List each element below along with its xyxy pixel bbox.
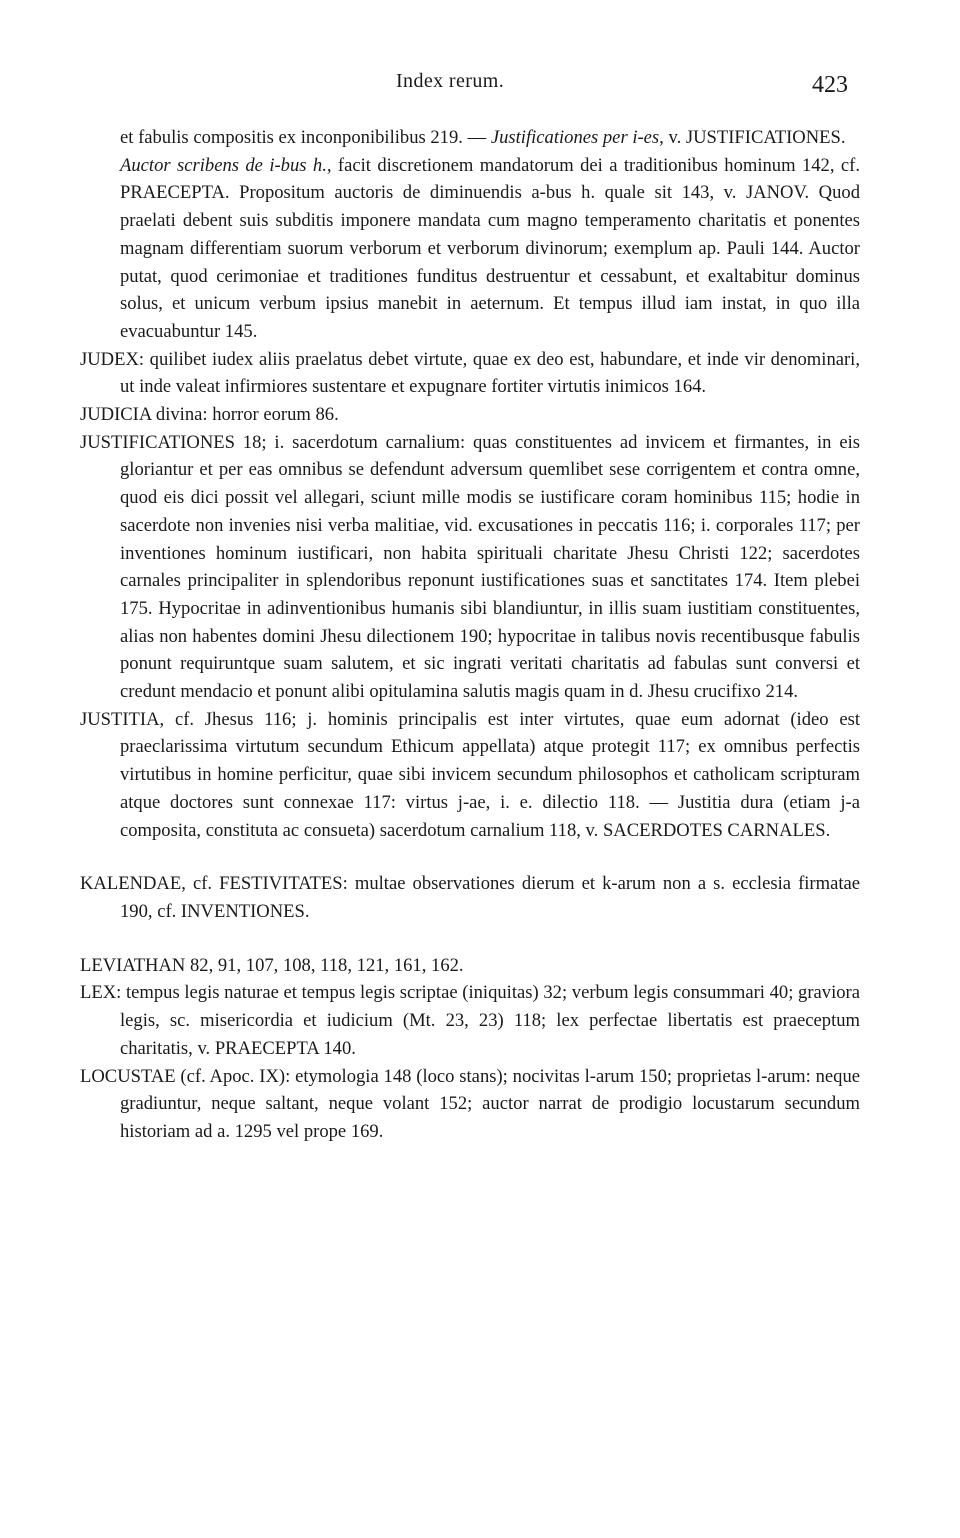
index-entry-justificationes: JUSTIFICATIONES 18; i. sacerdotum carnalium: quas constituentes ad invicem et firmantes, in eis gloriantur et per eas omnibus se defendunt adversum quemlibet sese corrigentem et contra omne, quod eis dici possit vel allegari, sciunt mille modis se iustificare coram hominibus 115; hodie in sacerdote non invenies nisi verba malitiae, vid. excusationes in peccatis 116; i. corporales 117; per inventiones hominum iustificari, non habita spirituali charitate Jhesu Christi 122; sacerdotes carnales principaliter in splendoribus reponunt iustificationes suas et sanctitates 174. Item plebei 175. Hypocritae in adinventionibus humanis sibi blandiuntur, in illis suam iustitiam constituentes, alias non habentes domini Jhesu dilectionem 190; hypocritae in talibus novis recentibusque fabulis ponunt requiruntque suam salutem, et sic ingrati veritati charitatis ad fabulas sunt conversi et credunt mendacio et ponunt alibi opitulamina salutis magis quam in d. Jhesu crucifixo 214. [80, 431, 860, 703]
page-number: 423 [812, 72, 848, 98]
index-entry-judicia: JUDICIA divina: horror eorum 86. [80, 404, 339, 426]
section-spacer [80, 926, 860, 952]
section-spacer [80, 844, 860, 870]
index-entry-justitia: JUSTITIA, cf. Jhesus 116; j. hominis principalis est inter virtutes, quae eum adornat (ideo est praeclarissima virtutum secundum Ethicum appellata) atque protegit 117; ex omnibus perfectis virtutibus in homine perficitur, quae sibi invicem secundum philosophos et catholicam scripturam atque doctores sunt connexae 117: virtus j-ae, i. e. dilectio 118. — Justitia dura (etiam j-a composita, constituta ac consueta) sacerdotum carnalium 118, v. SACERDOTES CARNALES. [80, 708, 860, 841]
index-entry-judex: JUDEX: quilibet iudex aliis praelatus debet virtute, quae ex deo est, habundare, et inde vir denominari, ut inde valeat infirmiores sustentare et expugnare fortiter virtutis inimicos 164. [80, 348, 860, 398]
index-entry-continuation: Auctor scribens de i-bus h., facit discretionem mandatorum dei a traditionibus hominum 142, cf. PRAECEPTA. Propositum auctoris de diminuendis a-bus h. quale sit 143, v. JANOV. Quod praelati debent suis subditis imponere mandata cum magno temperamento charitatis et ponentes magnam differentiam suorum verborum et verborum divinorum; exemplum ap. Pauli 144. Auctor putat, quod cerimoniae et traditiones funditus destruentur et cessabunt, et exaltabitur dominus solus, et unicum verbum ipsius manebit in aeternum. Et tempus illud iam instat, in quo illa evacuabuntur 145. [120, 154, 860, 342]
index-body [80, 124, 860, 1146]
page-header [0, 64, 960, 104]
index-entry-continuation: et fabulis compositis ex inconponibilibus 219. — Justificationes per i-es, v. JUSTIFICATIONES. [120, 127, 846, 148]
index-entry-leviathan: LEVIATHAN 82, 91, 107, 108, 118, 121, 161, 162. [80, 954, 464, 976]
index-entry-locustae: LOCUSTAE (cf. Apoc. IX): etymologia 148 (loco stans); nocivitas l-arum 150; proprietas l-arum: neque gradiuntur, neque saltant, neque volant 152; auctor narrat de prodigio locustarum secundum historiam ad a. 1295 vel prope 169. [80, 1065, 860, 1142]
index-entry-kalendae: KALENDAE, cf. FESTIVITATES: multae observationes dierum et k-arum non a s. ecclesia firmatae 190, cf. INVENTIONES. [80, 873, 860, 922]
index-entry-lex: LEX: tempus legis naturae et tempus legis scriptae (iniquitas) 32; verbum legis consummari 40; graviora legis, sc. misericordia et iudicium (Mt. 23, 23) 118; lex perfectae libertatis est praeceptum charitatis, v. PRAECEPTA 140. [80, 982, 860, 1059]
running-title: Index rerum. [396, 70, 505, 92]
